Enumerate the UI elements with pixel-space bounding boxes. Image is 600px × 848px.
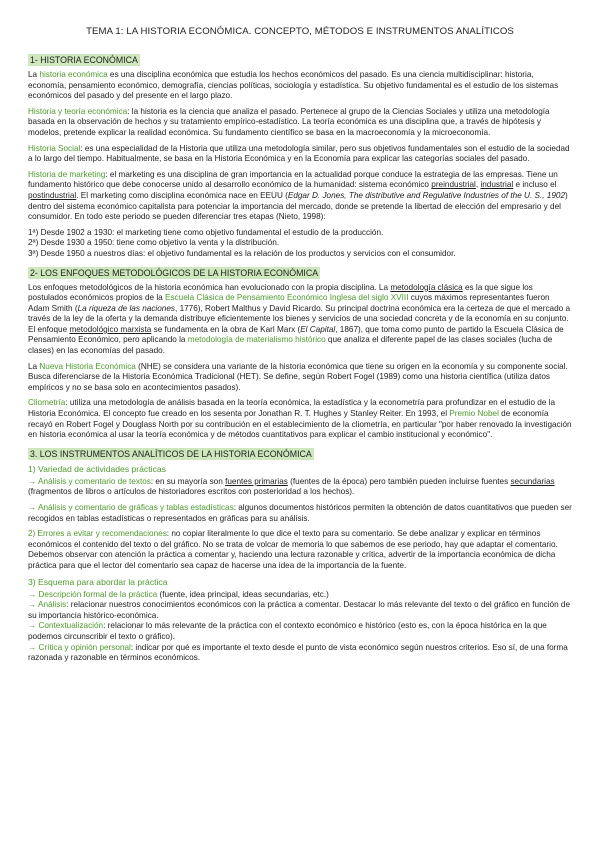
list-item: → Análisis: relacionar nuestros conocimientos económicos con la práctica a comentar. Destacar lo más relevante del texto o del gráfico en función de su importancia histórico-económica.	[28, 600, 571, 620]
document-title: TEMA 1: LA HISTORIA ECONÓMICA. CONCEPTO, MÉTODOS E INSTRUMENTOS ANALÍTICOS	[86, 26, 514, 37]
arrow-icon: →	[28, 621, 37, 631]
paragraph-analisis-textos: → Análisis y comentario de textos: en su mayoría son fuentes primarias (fuentes de la época) pero también pueden incluirse fuentes secundarias (fragmentos de libros o artículos de historiadores escritos con posterioridad a los hechos).	[28, 476, 555, 497]
term: Premio Nobel	[449, 409, 499, 419]
subheading-esquema: 3) Esquema para abordar la práctica	[28, 576, 168, 587]
paragraph-enfoques: Los enfoques metodológicos de la historia económica han evolucionado con la propia disciplina. La metodología clásica es la que sigue los postulados económicos propios de la Escuela Clásica de Pensamiento Económico Inglesa del siglo XVIII cuyos máximos representantes fueron Adam Smith (La riqueza de las naciones, 1776), Robert Malthus y David Ricardo. Su principal doctrina económica era la certeza de que el mercado a través de la ley de la oferta y la demanda distribuye eficientemente los bienes y servicios de una sociedad concreta y de la economía en su conjunto. El enfoque metodológico marxista se fundamenta en la obra de Karl Marx (El Capital, 1867), que toma como punto de partido la Escuela Clásica de Pensamiento Económico, pero aplicando la metodología de materialismo histórico que analiza el diferente papel de las clases sociales (lucha de clases) en las economías del pasado.	[28, 282, 571, 356]
citation: Edgar D. Jones, The distributive and Regulative Industries of the U. S., 1902	[287, 190, 566, 200]
subheading-actividades: 1) Variedad de actividades prácticas	[28, 463, 166, 474]
term: Crítica y opinión personal	[38, 642, 131, 652]
list-item: → Descripción formal de la práctica (fuente, idea principal, ideas secundarias, etc.)	[28, 589, 329, 599]
term: metodológico marxista	[69, 324, 152, 334]
paragraph-nueva-historia: La Nueva Historia Económica (NHE) se considera una variante de la historia económica que tiene su origen en la economía y su componente social. Busca diferenciarse de la Historia Económica Tradicional (HET). Se define, según Robert Fogel (1989) como una historia científica (utiliza datos empíricos y no se basa solo en acontecimientos pasados).	[28, 361, 568, 392]
paragraph-historia-social: Historia Social: es una especialidad de la Historia que utiliza una metodología similar, pero sus objetivos fundamentales son el estudio de la sociedad a lo largo del tiempo. Habitualmente, se basa en la Historia Económica y en la Economía para explicar las categorías sociales del pasado.	[28, 143, 570, 164]
paragraph-analisis-graficas: → Análisis y comentario de gráficas y tablas estadísticas: algunos documentos históricos permiten la obtención de datos cuantitativos que pueden ser recogidos en tablas estadísticas o representados en gráficas para su análisis.	[28, 503, 572, 523]
marketing-stages-list	[28, 228, 572, 260]
list-item: 2ª) Desde 1930 a 1950: tiene como objetivo la venta y la distribución.	[28, 238, 280, 248]
term: Contextualización	[38, 621, 104, 631]
term: Análisis y comentario de gráficas y tablas estadísticas	[38, 503, 234, 512]
arrow-icon: →	[28, 589, 37, 599]
term: Historia Social	[28, 143, 81, 153]
term: historia económica	[39, 70, 108, 79]
paragraph-historia-economica: La historia económica es una disciplina económica que estudia los hechos económicos del pasado. Es una ciencia multidisciplinar: historia, economía, pensamiento económico, demografía, ciencias políticas, sociología y estadística. Su objetivo fundamental es el estudio de los sistemas económicos del pasado y del presente en el largo plazo.	[28, 70, 559, 101]
esquema-list	[28, 590, 572, 664]
list-item: 3ª) Desde 1950 a nuestros días: el objetivo fundamental es la relación de los productos y servicios con el consumidor.	[28, 248, 456, 258]
paragraph-errores: 2) Errores a evitar y recomendaciones: no copiar literalmente lo que dice el texto para su comentario. Se debe analizar y explicar en términos económicos el contenido del texto o del gráfico. No se trata de volcar de memoria lo que sabemos de ese periodo, hay que adaptar el comentario. Debemos observar con atención la práctica a comentar y, haciendo una lectura razonable y crítica, advertir de la importancia económica de dicha práctica para que el lector del comentario sea capaz de hacerse una idea de la importancia de la fuente.	[28, 529, 558, 570]
term: metodología de materialismo histórico	[187, 335, 326, 345]
term: Nueva Historia Económica	[39, 361, 136, 371]
term: metodología clásica	[390, 282, 463, 292]
term: Historia y teoría económica	[28, 106, 128, 116]
section-heading-1: 1- HISTORIA ECONÓMICA	[30, 55, 138, 65]
subheading-errores: 2) Errores a evitar y recomendaciones	[28, 529, 167, 539]
section-heading-2: 2- LOS ENFOQUES METODOLÓGICOS DE LA HISTORIA ECONÓMICA	[30, 267, 319, 278]
citation: El Capital	[300, 324, 336, 334]
term: Historia de marketing	[28, 169, 106, 179]
arrow-icon: →	[28, 503, 37, 512]
paragraph-cliometria: Cliometría: utiliza una metodología de análisis basada en la teoría económica, la estadística y la econometría para profundizar en el estudio de la Historia Económica. El concepto fue creado en los sesenta por Jonathan R. T. Hughes y Stanley Reiter. En 1993, el Premio Nobel de economía recayó en Robert Fogel y Douglass North por su contribución en el establecimiento de la cliometría, en particular "por haber renovado la investigación en historia económica al usar la teoría económica y de métodos cuantitativos para explicar el cambio institucional y económico".	[28, 398, 572, 440]
paragraph-historia-marketing: Historia de marketing: el marketing es una disciplina de gran importancia en la actualidad porque conduce la estrategia de las empresas. Tiene un fundamento histórico que debe conocerse unido al desarrollo económico de la humanidad: sistema económico preindustrial, industrial e incluso el postindustrial. El marketing como disciplina económica nace en EEUU (Edgar D. Jones, The distributive and Regulative Industries of the U. S., 1902) dentro del sistema económico capitalista para potenciar la importancia del mercado, donde se pretende la libertad de elección del empresario y del consumidor. En todo este periodo se pueden diferenciar tres etapas (Nieto, 1998):	[28, 169, 568, 222]
arrow-icon: →	[28, 600, 37, 610]
term: Descripción formal de la práctica	[38, 589, 158, 599]
section-heading-3: 3. LOS INSTRUMENTOS ANALÍTICOS DE LA HISTORIA ECONÓMICA	[30, 448, 312, 459]
citation: La riqueza de las naciones	[77, 303, 176, 313]
list-item: → Crítica y opinión personal: indicar por qué es importante el texto desde el punto de vista económico según nuestros criterios. Eso sí, de una forma razonada y razonable en términos económicos.	[28, 642, 568, 663]
term: Análisis	[38, 600, 67, 610]
arrow-icon: →	[28, 642, 37, 652]
term: Escuela Clásica de Pensamiento Económico Inglesa del siglo XVIII	[165, 293, 409, 303]
list-item: 1ª) Desde 1902 a 1930: el marketing tiene como objetivo fundamental el estudio de la producción.	[28, 227, 384, 237]
term: Cliometría	[28, 398, 66, 408]
arrow-icon: →	[28, 476, 37, 486]
list-item: → Contextualización: relacionar lo más relevante de la práctica con el contexto económico e histórico (esto es, con la época histórica en la que podemos circunscribir el texto o gráfico).	[28, 621, 547, 641]
term: Análisis y comentario de textos	[38, 476, 151, 486]
paragraph-historia-teoria: Historia y teoría económica: la historia es la ciencia que analiza el pasado. Pertenece al grupo de la Ciencias Sociales y utiliza una metodología basada en la observación de hechos y su tratamiento empírico-estadístico. La teoría económica es una disciplina que, a través de hipótesis y modelos, pretende explicar la realidad económica. Su fundamento científico se basa en la macroeconomía y la microeconomía.	[28, 106, 550, 137]
